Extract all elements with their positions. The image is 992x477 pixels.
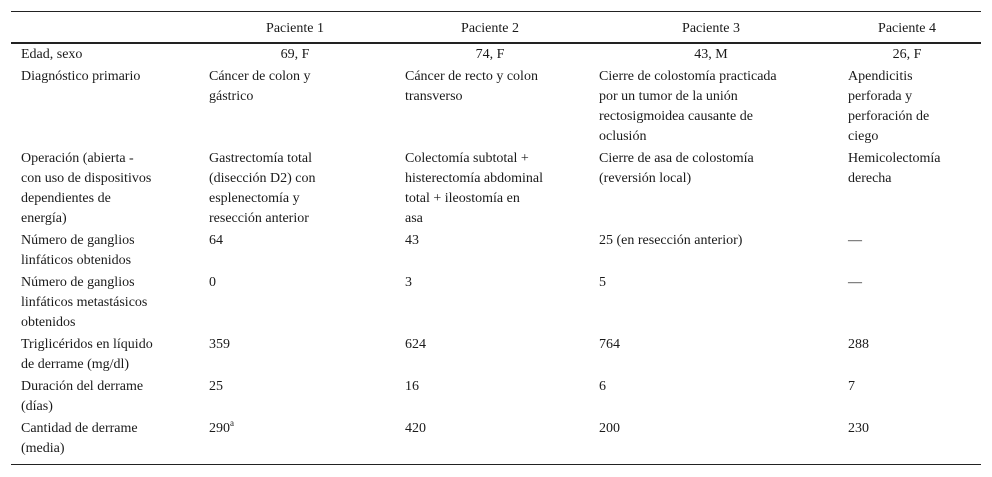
value-line: [209, 419, 234, 439]
value-line: histerectomía abdominal: [405, 171, 544, 186]
value-line: Cierre de colostomía practicada: [599, 69, 777, 84]
value-line: 69, F: [280, 47, 310, 62]
value-line: Apendicitis: [848, 69, 913, 84]
value-line: 25 (en resección anterior): [599, 233, 743, 248]
value-line: 64: [209, 233, 223, 248]
cell-edad-p4: [847, 45, 967, 65]
cell-cantidad-p4: [848, 419, 869, 439]
row-label-ganglios-metastasicos: [21, 273, 147, 333]
cell-metastasicos-p4: [848, 273, 862, 293]
value-line: 26, F: [892, 47, 922, 62]
value-line: (disección D2) con: [209, 171, 316, 186]
value-line: 16: [405, 379, 419, 394]
label-line: de derrame (mg/dl): [21, 357, 130, 372]
value-line: 7: [848, 379, 855, 394]
value-line: (reversión local): [599, 171, 692, 186]
value-line: 288: [848, 337, 869, 352]
value-line: asa: [405, 211, 423, 226]
label-line: Diagnóstico primario: [21, 69, 141, 84]
value-line: —: [848, 233, 862, 248]
cell-diagnostico-p3: [599, 67, 777, 147]
cell-trigliceridos-p1: [209, 335, 230, 355]
value-line: 0: [209, 275, 216, 290]
value-line: transverso: [405, 89, 463, 104]
value-line: oclusión: [599, 129, 647, 144]
value-line: Cáncer de colon y: [209, 69, 311, 84]
value-line: rectosigmoidea causante de: [599, 109, 753, 124]
value-line: Colectomía subtotal +: [405, 151, 529, 166]
row-label-ganglios: [21, 231, 135, 271]
cell-diagnostico-p2: [405, 67, 538, 107]
label-line: linfáticos metastásicos: [21, 295, 148, 310]
label-line: obtenidos: [21, 315, 76, 330]
cell-trigliceridos-p2: [405, 335, 426, 355]
cell-trigliceridos-p3: [599, 335, 620, 355]
cell-ganglios-p4: [848, 231, 862, 251]
label-line: (media): [21, 441, 65, 456]
value-line: Hemicolectomía: [848, 151, 941, 166]
cell-edad-p1: [209, 45, 381, 65]
cell-ganglios-p3: [599, 231, 742, 251]
value-line: 200: [599, 421, 620, 436]
header-patient-2: Paciente 2: [461, 21, 519, 36]
value-line: gástrico: [209, 89, 254, 104]
label-line: Edad, sexo: [21, 47, 83, 62]
label-line: energía): [21, 211, 67, 226]
value-line: 230: [848, 421, 869, 436]
label-line: Número de ganglios: [21, 233, 135, 248]
cell-operacion-p2: [405, 149, 543, 229]
value-line: 624: [405, 337, 426, 352]
header-patient-1: Paciente 1: [266, 21, 324, 36]
cell-edad-p3: [599, 45, 823, 65]
value-line: 5: [599, 275, 606, 290]
cell-metastasicos-p3: [599, 273, 606, 293]
footnote-marker: a: [230, 418, 234, 428]
value-line: 420: [405, 421, 426, 436]
label-line: linfáticos obtenidos: [21, 253, 132, 268]
cell-duracion-p4: [848, 377, 855, 397]
value-line: resección anterior: [209, 211, 309, 226]
table-header-rule: [11, 42, 981, 44]
label-line: Cantidad de derrame: [21, 421, 138, 436]
label-line: (días): [21, 399, 53, 414]
value-text: 290: [209, 421, 230, 436]
value-line: ciego: [848, 129, 879, 144]
header-patient-4: Paciente 4: [878, 21, 936, 36]
cell-operacion-p3: [599, 149, 754, 189]
label-line: con uso de dispositivos: [21, 171, 152, 186]
row-label-edad-sexo: [21, 45, 82, 65]
row-label-duracion: [21, 377, 143, 417]
cell-diagnostico-p4: [848, 67, 929, 147]
value-line: Gastrectomía total: [209, 151, 313, 166]
cell-cantidad-p2: [405, 419, 426, 439]
cell-trigliceridos-p4: [848, 335, 869, 355]
row-label-cantidad: [21, 419, 138, 459]
header-patient-3: Paciente 3: [682, 21, 740, 36]
cell-cantidad-p3: [599, 419, 620, 439]
cell-diagnostico-p1: [209, 67, 310, 107]
cell-operacion-p1: [209, 149, 316, 229]
value-line: total + ileostomía en: [405, 191, 520, 206]
value-line: —: [848, 275, 862, 290]
row-label-operacion: [21, 149, 151, 229]
cell-duracion-p3: [599, 377, 606, 397]
cell-duracion-p1: [209, 377, 223, 397]
value-line: por un tumor de la unión: [599, 89, 738, 104]
table-bottom-rule: [11, 464, 981, 465]
row-label-trigliceridos: [21, 335, 153, 375]
value-line: 25: [209, 379, 223, 394]
value-line: 764: [599, 337, 620, 352]
value-line: esplenectomía y: [209, 191, 300, 206]
cell-operacion-p4: [848, 149, 941, 189]
cell-duracion-p2: [405, 377, 419, 397]
row-label-diagnostico: [21, 67, 140, 87]
cell-cantidad-p1: [209, 419, 234, 439]
value-line: perforación de: [848, 109, 930, 124]
cell-ganglios-p2: [405, 231, 419, 251]
value-line: 6: [599, 379, 606, 394]
cell-edad-p2: [405, 45, 575, 65]
cell-ganglios-p1: [209, 231, 223, 251]
value-line: derecha: [848, 171, 892, 186]
value-line: 359: [209, 337, 230, 352]
value-line: perforada y: [848, 89, 913, 104]
cell-metastasicos-p1: [209, 273, 216, 293]
value-line: 43, M: [694, 47, 728, 62]
cell-metastasicos-p2: [405, 273, 412, 293]
value-line: 74, F: [475, 47, 505, 62]
label-line: dependientes de: [21, 191, 111, 206]
table-top-rule: [11, 11, 981, 12]
value-line: 3: [405, 275, 412, 290]
label-line: Operación (abierta -: [21, 151, 134, 166]
value-line: 43: [405, 233, 419, 248]
label-line: Duración del derrame: [21, 379, 144, 394]
label-line: Número de ganglios: [21, 275, 135, 290]
value-line: Cáncer de recto y colon: [405, 69, 538, 84]
label-line: Triglicéridos en líquido: [21, 337, 153, 352]
value-line: Cierre de asa de colostomía: [599, 151, 754, 166]
